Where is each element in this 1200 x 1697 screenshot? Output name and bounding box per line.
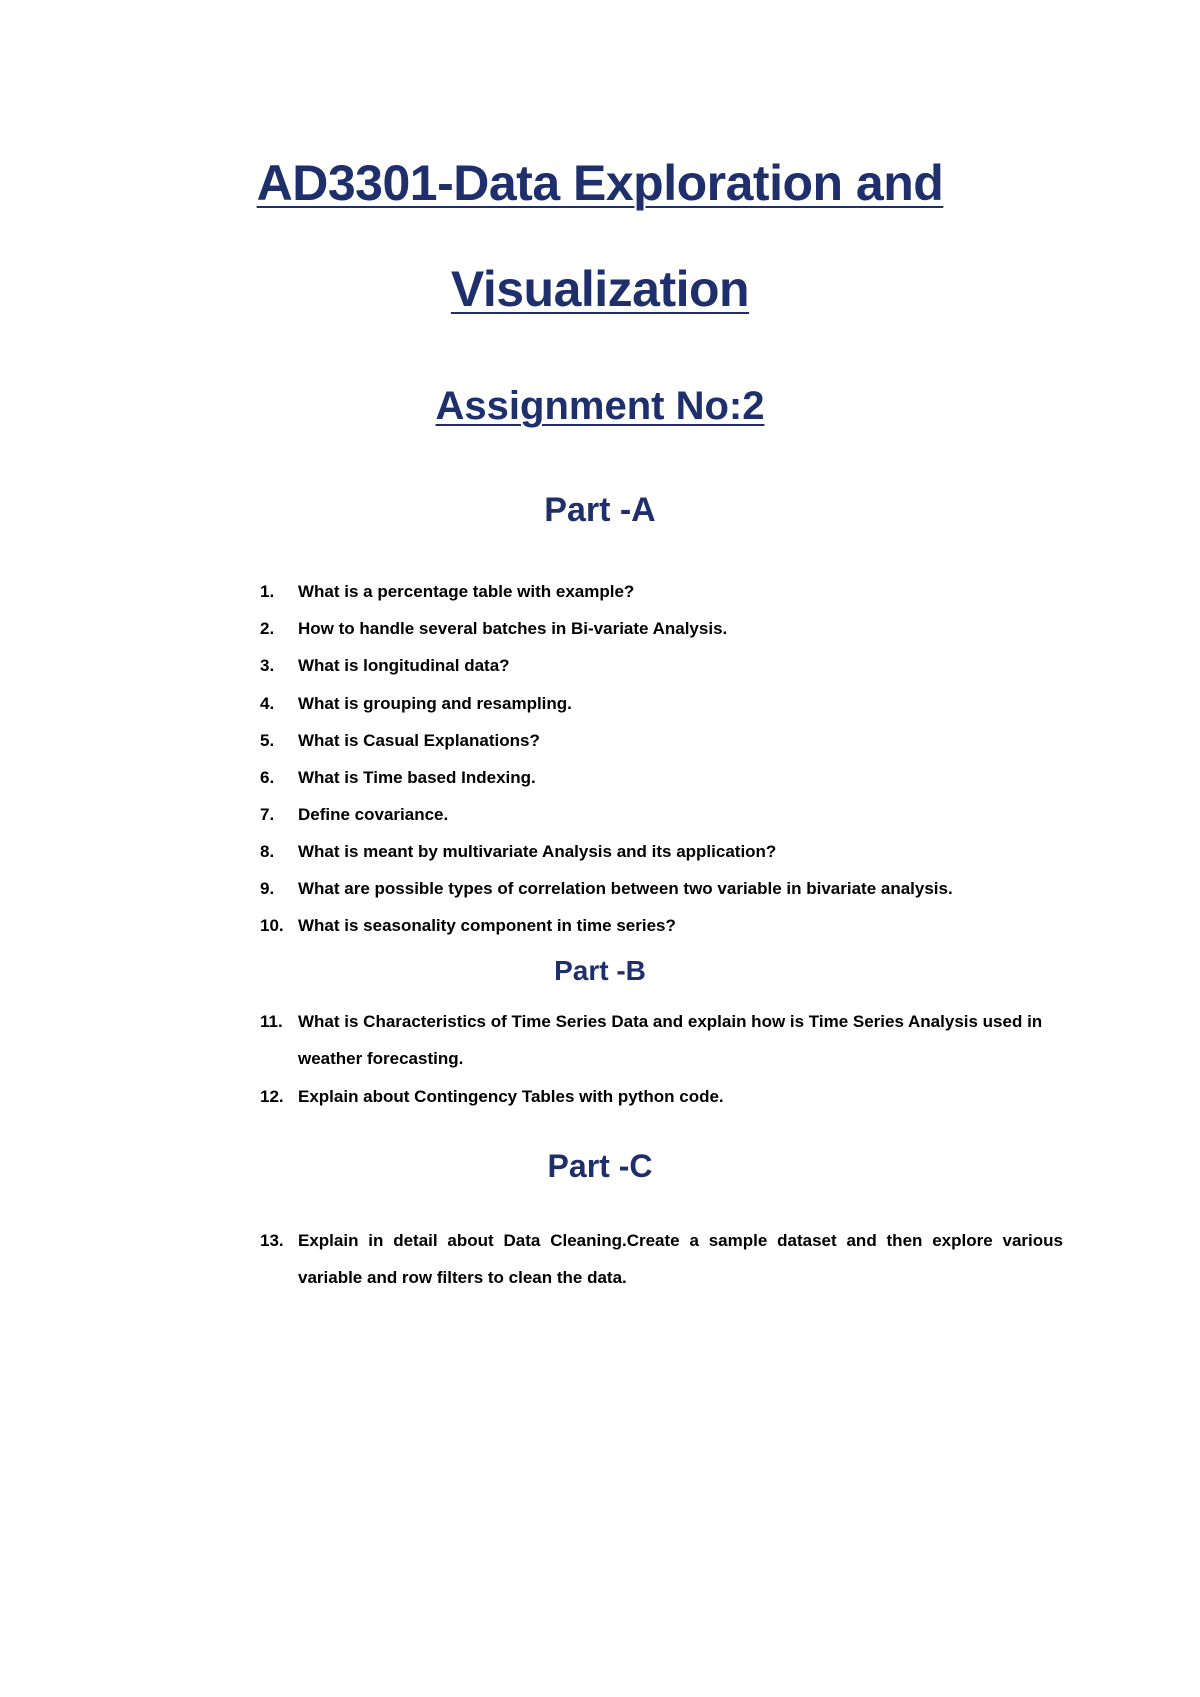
question-number: 13.	[260, 1231, 284, 1250]
question-text: What is Casual Explanations?	[298, 731, 540, 750]
question-number: 5.	[260, 731, 275, 750]
question-text: How to handle several batches in Bi-variate Analysis.	[298, 619, 728, 638]
part-b-heading: Part -B	[554, 955, 646, 986]
document-title-line-1	[0, 153, 1200, 213]
question-text: What is grouping and resampling.	[298, 694, 572, 713]
question-number: 11.	[260, 1012, 283, 1031]
question-text: What is longitudinal data?	[298, 656, 510, 675]
question-text: What are possible types of correlation between two variable in bivariate analysis.	[298, 879, 953, 898]
question-item	[260, 1003, 1063, 1077]
question-text: Define covariance.	[298, 805, 449, 824]
question-number: 9.	[260, 879, 275, 898]
question-number: 1.	[260, 582, 275, 601]
question-text: What is meant by multivariate Analysis and its application?	[298, 842, 777, 861]
question-text: What is a percentage table with example?	[298, 582, 635, 601]
part-c-heading: Part -C	[547, 1148, 653, 1184]
question-text: Explain about Contingency Tables with python code.	[298, 1087, 724, 1106]
title-text-1: AD3301-Data Exploration and	[256, 155, 944, 211]
question-number: 12.	[260, 1087, 284, 1106]
question-number: 6.	[260, 768, 275, 787]
question-text: What is Time based Indexing.	[298, 768, 536, 787]
question-text: What is Characteristics of Time Series Data and explain how is Time Series Analysis used in weather forecasting.	[298, 1012, 1043, 1068]
question-number: 2.	[260, 619, 275, 638]
title-text-2: Visualization	[450, 261, 750, 317]
question-item	[260, 1222, 1063, 1296]
assignment-heading	[0, 381, 1200, 431]
question-number: 10.	[260, 916, 284, 935]
question-number: 7.	[260, 805, 275, 824]
question-text: Explain in detail about Data Cleaning.Create a sample dataset and then explore various variable and row filters to clean the data.	[298, 1231, 1063, 1287]
document-title-line-2	[0, 259, 1200, 319]
question-text: What is seasonality component in time series?	[298, 916, 676, 935]
question-number: 3.	[260, 656, 275, 675]
question-number: 8.	[260, 842, 275, 861]
part-a-heading: Part -A	[544, 491, 656, 529]
question-number: 4.	[260, 694, 275, 713]
assignment-text: Assignment No:2	[435, 384, 765, 428]
